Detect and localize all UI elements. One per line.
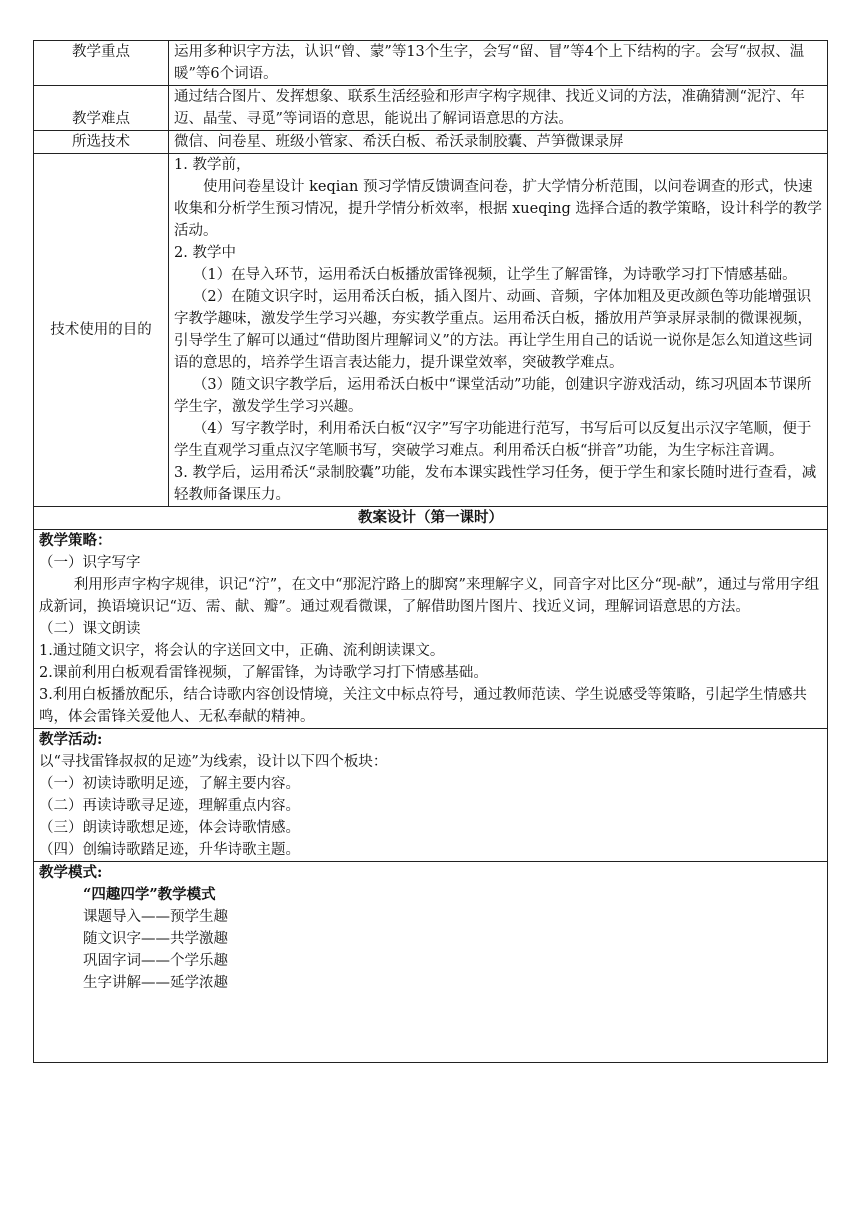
activity-line: （一）初读诗歌明足迹，了解主要内容。 <box>39 776 300 792</box>
technology-text: 微信、问卷星、班级小管家、希沃白板、希沃录制胶囊、芦笋微课录屏 <box>169 131 828 154</box>
purpose-line: 2. 教学中 <box>174 245 236 261</box>
purpose-line: 使用问卷星设计 keqian 预习学情反馈调查问卷，扩大学情分析范围，以问卷调查的形式，快速收集和分析学生预习情况，提升学情分析效率，根据 xueqing 选择合适的教学策略，设计科学的教学活动。 <box>174 179 822 239</box>
activities-section <box>34 729 828 862</box>
strategy-section <box>34 530 828 729</box>
lesson-plan-table <box>33 40 828 1063</box>
strategy-line: （一）识字写字 <box>39 555 141 571</box>
row-design-header <box>34 507 828 530</box>
purpose-line: （4）写字教学时，利用希沃白板“汉字”写字功能进行范写，书写后可以反复出示汉字笔顺，便于学生直观学习重点汉字笔顺书写，突破学习难点。利用希沃白板“拼音”功能，为生字标注音调。 <box>174 421 812 459</box>
strategy-line: 2.课前利用白板观看雷锋视频，了解雷锋，为诗歌学习打下情感基础。 <box>39 665 488 681</box>
purpose-line: 3. 教学后，运用希沃“录制胶囊”功能，发布本课实践性学习任务，便于学生和家长随时进行查看，减轻教师备课压力。 <box>174 465 817 503</box>
purpose-line: （1）在导入环节，运用希沃白板播放雷锋视频，让学生了解雷锋，为诗歌学习打下情感基础。 <box>192 267 797 283</box>
row-technology <box>34 131 828 154</box>
design-header: 教案设计（第一课时） <box>34 507 828 530</box>
mode-line: 生字讲解——延学浓趣 <box>83 975 228 991</box>
key-points-text: 运用多种识字方法，认识“曾、蒙”等13个生字，会写“留、冒”等4个上下结构的字。会写“叔叔、温暖”等6个词语。 <box>169 41 828 86</box>
tech-purpose-content <box>169 154 828 507</box>
technology-label: 所选技术 <box>34 131 169 154</box>
row-mode <box>34 862 828 1063</box>
mode-heading: 教学模式: <box>39 864 103 881</box>
difficult-points-label: 教学难点 <box>34 86 169 131</box>
mode-section <box>34 862 828 1063</box>
activity-line: （三）朗读诗歌想足迹，体会诗歌情感。 <box>39 820 300 836</box>
purpose-line: （3）随文识字教学后，运用希沃白板中“课堂活动”功能，创建识字游戏活动，练习巩固本节课所学生字，激发学生学习兴趣。 <box>174 377 812 415</box>
mode-line: 课题导入——预学生趣 <box>83 909 228 925</box>
lesson-plan-sheet <box>33 40 827 1063</box>
purpose-line: （2）在随文识字时，运用希沃白板，插入图片、动画、音频，字体加粗及更改颜色等功能增强识字教学趣味，激发学生学习兴趣，夯实教学重点。运用希沃白板，播放用芦笋录屏录制的微课视频，引导学生了解可以通过“借助图片理解词义”的方法。再让学生用自己的话说一说你是怎么知道这些词语的意思的，培养学生语言表达能力，提升课堂效率，突破教学难点。 <box>174 289 813 371</box>
row-activities <box>34 729 828 862</box>
mode-line: 随文识字——共学激趣 <box>83 931 228 947</box>
row-difficult-points <box>34 86 828 131</box>
difficult-points-text: 通过结合图片、发挥想象、联系生活经验和形声字构字规律、找近义词的方法，准确猜测“泥泞、年迈、晶莹、寻觅”等词语的意思，能说出了解词语意思的方法。 <box>169 86 828 131</box>
mode-line: 巩固字词——个学乐趣 <box>83 953 228 969</box>
key-points-label: 教学重点 <box>34 41 169 86</box>
activities-heading: 教学活动: <box>39 731 103 748</box>
activity-line: 以“寻找雷锋叔叔的足迹”为线索，设计以下四个板块： <box>39 754 388 770</box>
row-strategy <box>34 530 828 729</box>
purpose-line: 1. 教学前， <box>174 157 251 173</box>
strategy-line: （二）课文朗读 <box>39 621 141 637</box>
strategy-line: 3.利用白板播放配乐，结合诗歌内容创设情境，关注文中标点符号，通过教师范读、学生说感受等策略，引起学生情感共鸣，体会雷锋关爱他人、无私奉献的精神。 <box>39 687 807 725</box>
strategy-line: 1.通过随文识字，将会认的字送回文中，正确、流利朗读课文。 <box>39 643 445 659</box>
row-key-points <box>34 41 828 86</box>
activity-line: （四）创编诗歌踏足迹，升华诗歌主题。 <box>39 842 300 858</box>
tech-purpose-label: 技术使用的目的 <box>34 154 169 507</box>
row-tech-purpose <box>34 154 828 507</box>
strategy-heading: 教学策略： <box>39 532 112 549</box>
strategy-line: 利用形声字构字规律，识记“泞”，在文中“那泥泞路上的脚窝”来理解字义，同音字对比区分“现-献”，通过与常用字组成新词，换语境识记“迈、需、献、瓣”。通过观看微课，了解借助图片图片、找近义词，理解词语意思的方法。 <box>39 577 820 615</box>
activity-line: （二）再读诗歌寻足迹，理解重点内容。 <box>39 798 300 814</box>
mode-title: “四趣四学”教学模式 <box>83 886 216 903</box>
